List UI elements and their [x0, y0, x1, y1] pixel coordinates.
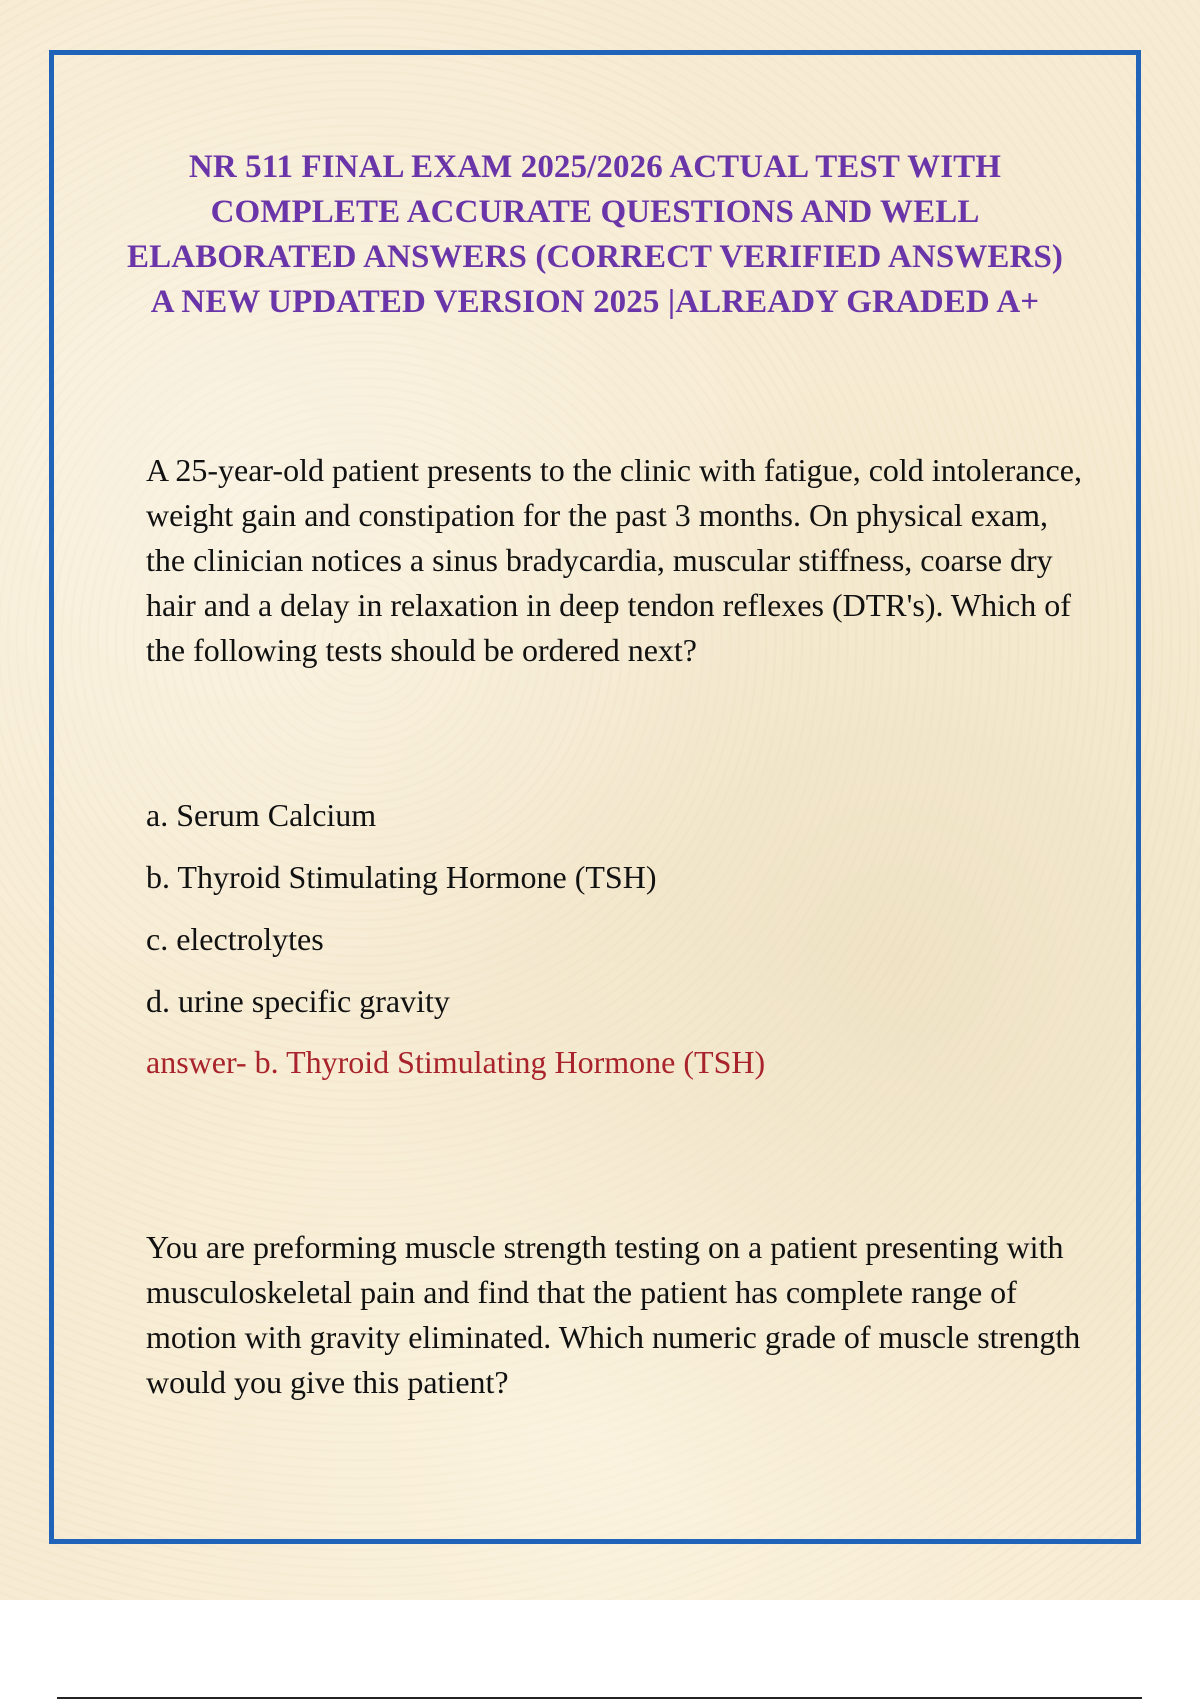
option-d: d. urine specific gravity [146, 983, 450, 1019]
question-1-options [146, 793, 1086, 1041]
question-2-text: You are preforming muscle strength testing on a patient presenting with musculoskeletal pain and find that the patient has complete range of motion with gravity eliminated. Which numeric grade of muscle strength would you give this patient? [146, 1229, 1081, 1400]
footer-divider [57, 1697, 1142, 1699]
question-1-answer: answer- b. Thyroid Stimulating Hormone (TSH) [146, 1044, 766, 1080]
option-b: b. Thyroid Stimulating Hormone (TSH) [146, 859, 657, 895]
document-title: NR 511 FINAL EXAM 2025/2026 ACTUAL TEST WITH COMPLETE ACCURATE QUESTIONS AND WELL ELABORATED ANSWERS (CORRECT VERIFIED ANSWERS) A NEW UPDATED VERSION 2025 |ALREADY GRADED A+ [126, 149, 1064, 320]
question-1-text: A 25-year-old patient presents to the clinic with fatigue, cold intolerance, weight gain and constipation for the past 3 months. On physical exam, the clinician notices a sinus bradycardia, muscular stiffness, coarse dry hair and a delay in relaxation in deep tendon reflexes (DTR's). Which of the following tests should be ordered next? [146, 452, 1082, 668]
option-a: a. Serum Calcium [146, 797, 377, 833]
option-c: c. electrolytes [146, 921, 324, 957]
